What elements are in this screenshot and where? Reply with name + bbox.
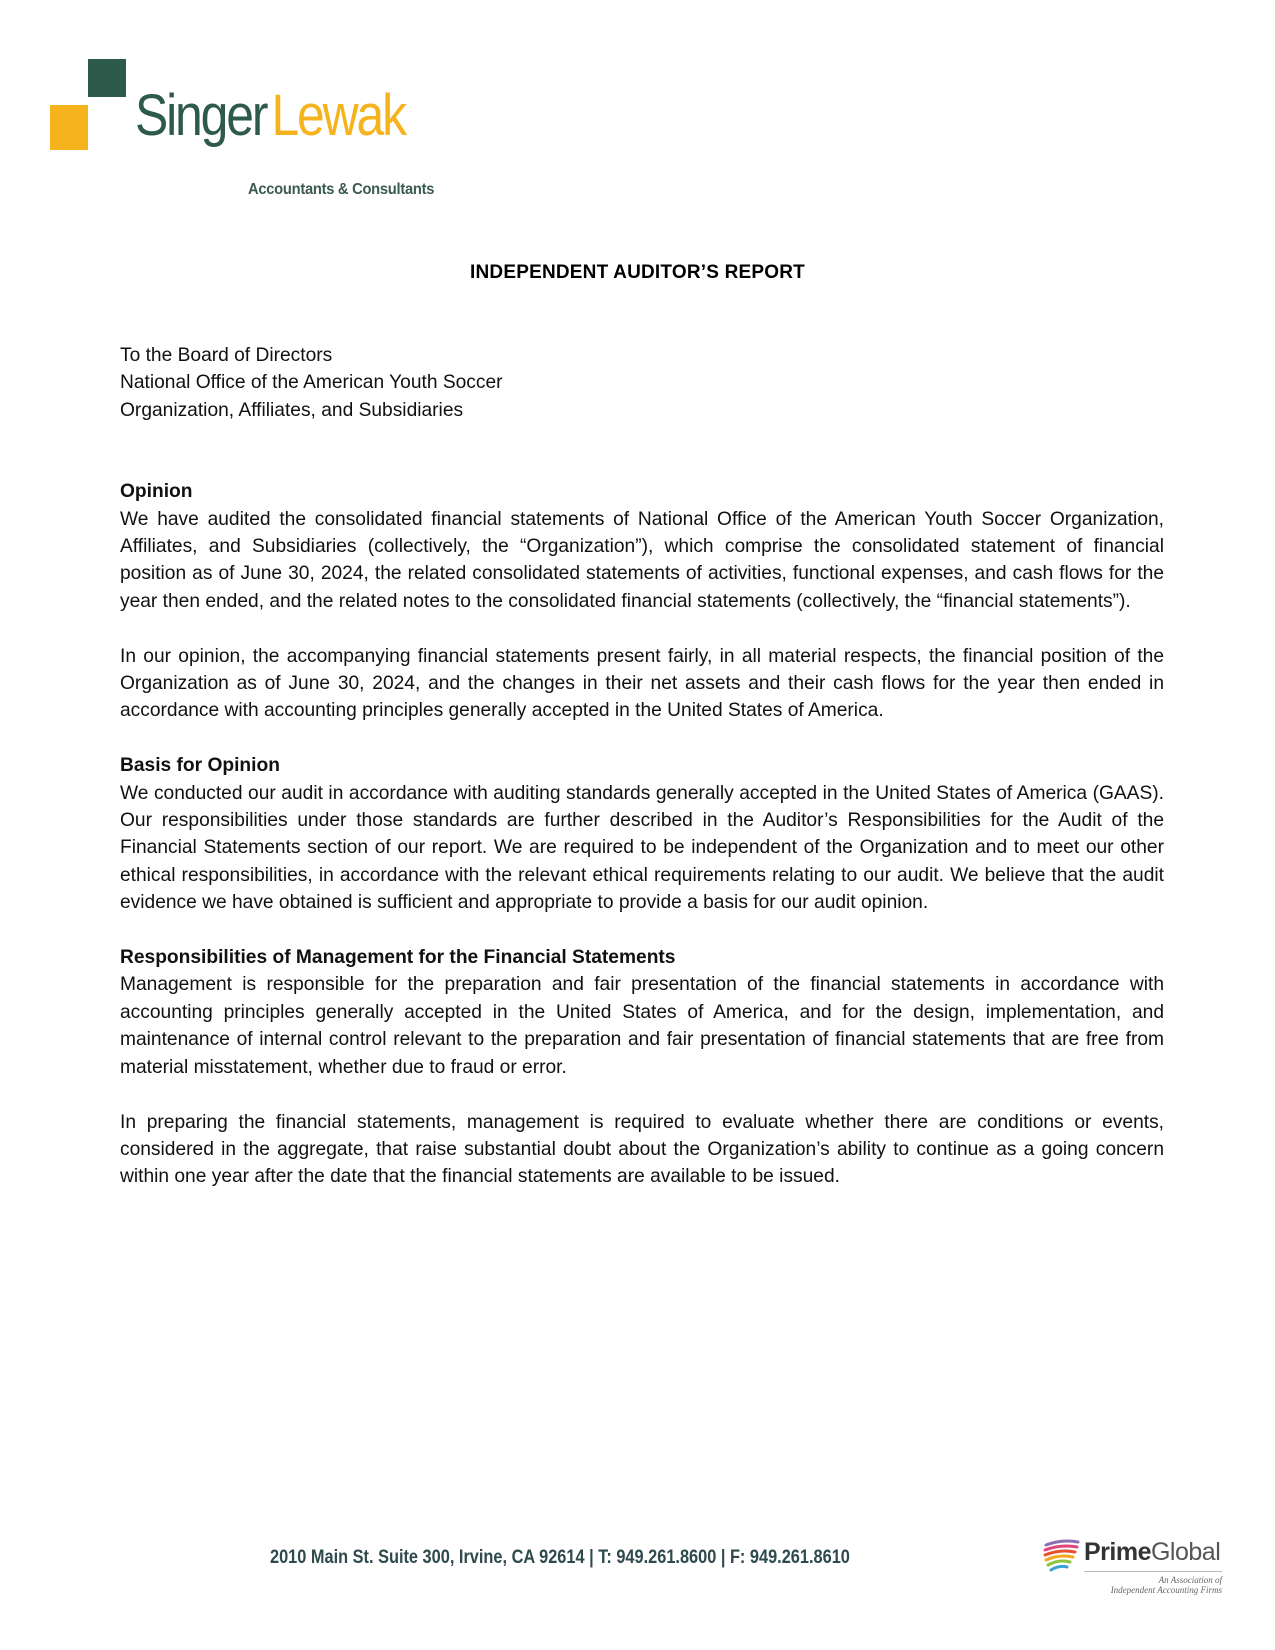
logo-name-singer: Singer [135,83,267,148]
primeglobal-divider [1084,1571,1222,1572]
footer-address: 2010 Main St. Suite 300, Irvine, CA 92614 | T: 949.261.8600 | F: 949.261.8610 [270,1547,850,1568]
primeglobal-logo [1042,1535,1232,1600]
paragraph: We have audited the consolidated financial statements of National Office of the American Youth Soccer Organization, Affiliates, and Subsidiaries (collectively, the “Organization”), which comprise the consolidated statement of financial position as of June 30, 2024, the related consolidated statements of activities, functional expenses, and cash flows for the year then ended, and the related notes to the consolidated financial statements (collectively, the “financial statements”). [120,508,1164,612]
section-heading: Opinion [120,481,193,503]
report-body [120,342,1164,1218]
primeglobal-swirl-icon [1042,1539,1080,1575]
section-heading: Basis for Opinion [120,755,280,777]
addressee-line: To the Board of Directors [120,345,333,366]
singerlewak-logo [50,46,470,198]
addressee-block [120,342,1164,424]
paragraph: Management is responsible for the preparation and fair presentation of the financial statements in accordance with accounting principles generally accepted in the United States of America, and for the design, implementation, and maintenance of internal control relevant to the preparation and fair presentation of financial statements that are free from material misstatement, whether due to fraud or error. [120,974,1164,1078]
logo-yellow-square-icon [50,105,88,150]
section-opinion [120,478,1164,725]
paragraph: We conducted our audit in accordance with auditing standards generally accepted in the United States of America (GAAS). Our responsibilities under those standards are further described in the Auditor’s Responsibilities for the Audit of the Financial Statements section of our report. We are required to be independent of the Organization and to meet our other ethical responsibilities, in accordance with the relevant ethical requirements relating to our audit. We believe that the audit evidence we have obtained is sufficient and appropriate to provide a basis for our audit opinion. [120,782,1164,914]
paragraph: In preparing the financial statements, management is required to evaluate whether there are conditions or events, considered in the aggregate, that raise substantial doubt about the Organization’s ability to continue as a going concern within one year after the date that the financial statements are available to be issued. [120,1111,1164,1188]
paragraph: In our opinion, the accompanying financial statements present fairly, in all material respects, the financial position of the Organization as of June 30, 2024, and the changes in their net assets and their cash flows for the year then ended in accordance with accounting principles generally accepted in the United States of America. [120,645,1164,722]
section-basis-for-opinion [120,752,1164,916]
logo-wordmark [135,84,405,148]
report-title: INDEPENDENT AUDITOR’S REPORT [470,262,805,283]
primeglobal-tagline: An Association of Independent Accounting Firms [1110,1575,1222,1595]
logo-name-lewak: Lewak [271,83,405,148]
primeglobal-wordmark: PrimeGlobal [1084,1538,1221,1566]
section-heading: Responsibilities of Management for the Financial Statements [120,947,676,969]
logo-tagline: Accountants & Consultants [248,181,435,198]
section-management-responsibilities [120,944,1164,1191]
logo-dark-square-icon [88,59,126,97]
addressee-line: National Office of the American Youth Soccer [120,372,503,394]
addressee-line: Organization, Affiliates, and Subsidiaries [120,399,464,421]
